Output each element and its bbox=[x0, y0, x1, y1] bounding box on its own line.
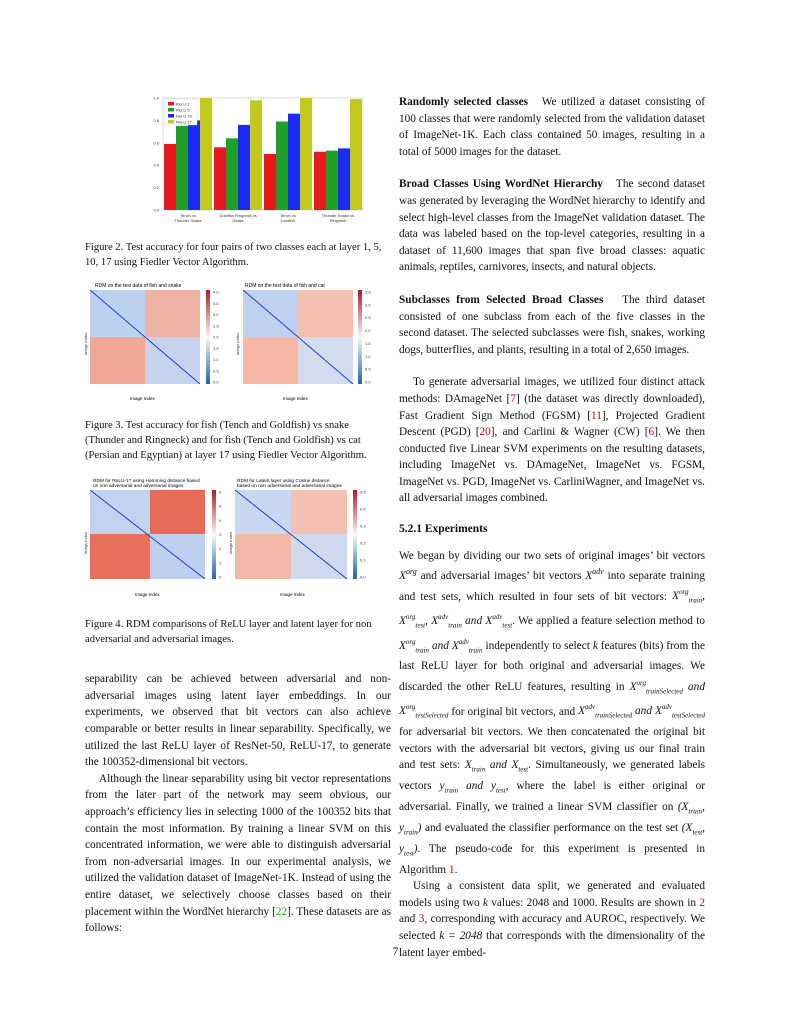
bar bbox=[338, 148, 350, 210]
colorbar-tick-label: 1 bbox=[219, 560, 222, 566]
bar bbox=[276, 122, 288, 210]
table-2-link[interactable]: 2 bbox=[699, 896, 706, 909]
colorbar-tick-label: 6 bbox=[219, 489, 222, 495]
colorbar-tick-label: 0.0 bbox=[360, 574, 366, 580]
fig4-right-colorbar bbox=[353, 490, 357, 579]
left-p2-text-b: ]. These datasets are as follows: bbox=[85, 905, 391, 935]
y-axis-label: Image Index bbox=[83, 532, 88, 555]
bar bbox=[264, 154, 276, 210]
math-test-tuple: ($X_{test}$, $y_{test}$) bbox=[399, 821, 705, 858]
fig3-right-colorbar bbox=[358, 290, 362, 384]
fig4-right-colorbar-ticks bbox=[360, 490, 366, 580]
x-tick-label: Ringneck bbox=[329, 218, 347, 223]
bar bbox=[200, 98, 212, 210]
fig4-right-title: RDM for Latent layer using Cosine distance based on non adversarial and adversarial images bbox=[237, 479, 342, 490]
experiments-paragraph: We began by dividing our two sets of original images’ bit vectors $X^{org}$ and adversarial images’ bit vectors $X^{adv}$ into separate training and test sets, which resulted in four sets of bit vectors: $X^{org}_{train}$, $X^{org}_{test}$, $X^{adv}_{train}$ and $X^{adv}_{test}$. We applied a feature selection method to $X^{org}_{train}$ and $X^{adv}_{train}$ independently to select k features (bits) from the last ReLU layer for both original and adversarial images. We discarded the other ReLU features, resulting in $X^{org}_{trainSelected}$ and $X^{org}_{testSelected}$ for original bit vectors, and $X^{adv}_{trainSelected}$ and $X^{adv}_{testSelected}$ for adversarial bit vectors. We then concatenated the original bit vectors with the adversarial bit vectors, giving us our final train and test sets: $X_{train}$ and $X_{test}$. Simultaneously, we generated labels vectors $y_{train}$ and $y_{test}$, where the label is either original or adversarial. Finally, we trained a linear SVM classifier on ($X_{train}$, $y_{train}$) and evaluated the classifier performance on the test set ($X_{test}$, $y_{test}$). The pseudo-code for this experiment is presented in Algorithm 1. bbox=[399, 549, 706, 876]
math-adv-selected: $X^{adv}_{trainSelected}$ and $X^{adv}_{testSelected}$ bbox=[578, 703, 705, 720]
math-train-pair: $X^{org}_{train}$ and $X^{adv}_{train}$ bbox=[399, 637, 483, 654]
fig3-right-title: RDM on the test data of fish and cat bbox=[245, 283, 325, 289]
y-tick-label: 0.8 bbox=[153, 117, 159, 123]
figure-3-rdm-heatmaps bbox=[85, 282, 391, 404]
adv-text-e: ]. We then conducted five Linear SVM experiments on the resulting datasets, including ImageNet vs. DAmageNet, ImageNet vs. FGSM, ImageNet vs. PGD, ImageNet vs. CarliniWagner, and ImageNet vs. all adversarial images combined. bbox=[399, 426, 705, 505]
colorbar-tick-label: 5 bbox=[219, 503, 222, 509]
figure-4-rdm-heatmaps bbox=[85, 477, 391, 601]
math-train-tuple: ($X_{train}$, $y_{train}$) bbox=[399, 801, 705, 837]
colorbar-tick-label: 4 bbox=[219, 518, 222, 524]
bar bbox=[176, 126, 188, 210]
colorbar-tick-label: 0.0 bbox=[365, 379, 371, 385]
ref-7-link[interactable]: 7 bbox=[510, 392, 516, 405]
results-text-d: , corresponding with accuracy and AUROC, respectively. We selected bbox=[399, 913, 705, 943]
exp-text-9: . Simultaneously, we generated labels vectors bbox=[399, 759, 705, 793]
results-text-c: and bbox=[399, 913, 419, 926]
subclasses-heading: Subclasses from Selected Broad Classes bbox=[399, 293, 604, 306]
colorbar-tick-label: 1.0 bbox=[365, 353, 371, 359]
results-text-b: values: 2048 and 1000. Results are shown in bbox=[487, 896, 700, 909]
exp-text-8: for adversarial bit vectors. We then concatenated the original bit vectors with the adversarial bit vectors, giving us our final train and test sets: bbox=[399, 726, 705, 772]
exp-text-4: . We applied a feature selection method to bbox=[512, 614, 706, 627]
left-paragraph-1: separability can be achieved between adversarial and non-adversarial images using latent layer embeddings. In our experiments, we observed that bit vectors can also achieve comparable or better results in linear separability. Specifically, we utilized the last ReLU layer of ResNet-50, ReLU-17, to generate the 100352-dimensional bit vectors. bbox=[85, 673, 391, 769]
y-tick-label: 0.2 bbox=[153, 185, 159, 191]
exp-text-10: , where the label is either original or adversarial. Finally, we trained a linear SVM classifier on bbox=[399, 780, 706, 814]
exp-text-6: features (bits) from the last ReLU layer for both original and adversarial images. We discarded the other ReLU features, resulting in bbox=[399, 639, 705, 693]
bar bbox=[250, 100, 262, 210]
subclasses-paragraph bbox=[399, 292, 705, 358]
fig3-left-colorbar-ticks bbox=[213, 290, 219, 385]
math-k-2048: k = 2048 bbox=[439, 930, 483, 943]
exp-text-2: and adversarial images’ bit vectors bbox=[416, 570, 586, 583]
adversarial-paragraph bbox=[399, 374, 705, 507]
algorithm-1-link[interactable]: 1 bbox=[448, 863, 455, 876]
colorbar-tick-label: 0.5 bbox=[365, 366, 371, 372]
math-x-adv: $X^{adv}$ bbox=[585, 567, 604, 583]
colorbar-tick-label: 0.5 bbox=[360, 489, 366, 495]
colorbar-tick-label: 3.5 bbox=[365, 289, 371, 295]
y-axis-label: Image Index bbox=[228, 532, 233, 555]
colorbar-tick-label: 1.5 bbox=[365, 340, 371, 346]
legend-entry: ReLU 1 bbox=[176, 101, 190, 107]
x-tick-label: Thunder Snake bbox=[174, 218, 202, 223]
exp-text-11: and evaluated the classifier performance on the test set bbox=[421, 821, 682, 834]
legend-entry: ReLU 10 bbox=[176, 113, 192, 119]
ref-6-link[interactable]: 6 bbox=[648, 426, 655, 439]
random-classes-heading: Randomly selected classes bbox=[399, 96, 529, 108]
ref-11-link[interactable]: 11 bbox=[591, 409, 602, 422]
y-tick-label: 0.0 bbox=[153, 207, 159, 213]
fig4-left-title: RDM for ReLU-17 using Hamming distance based on non adversarial and adversarial images bbox=[93, 479, 200, 490]
broad-classes-body: The second dataset was generated by leveraging the WordNet hierarchy to identify and select high-level classes from the ImageNet validation dataset. The data was labeled based on the top-level categories, resulting in a dataset of 11,600 images that span five broad classes: aquatic animals, reptiles, carnivores, insects, and natural objects. bbox=[399, 178, 705, 274]
left-column bbox=[85, 92, 391, 937]
legend-swatch bbox=[168, 108, 174, 112]
colorbar-tick-label: 3 bbox=[219, 532, 222, 538]
exp-text-5: independently to select bbox=[482, 639, 593, 652]
fig3-left-colorbar bbox=[206, 290, 210, 384]
y-tick-label: 1.0 bbox=[153, 95, 159, 101]
bar bbox=[314, 152, 326, 210]
y-axis-label: Image Index bbox=[235, 332, 240, 356]
exp-text-7: for original bit vectors, and bbox=[448, 705, 579, 718]
adv-text-b: ] (the dataset was directly downloaded), Fast Gradient Sign Method (FGSM) [ bbox=[399, 392, 706, 422]
figure-2 bbox=[85, 92, 391, 270]
colorbar-tick-label: 0.3 bbox=[360, 523, 366, 529]
x-tick-label: Snake bbox=[232, 218, 244, 223]
legend-swatch bbox=[168, 120, 174, 124]
colorbar-tick-label: 0.5 bbox=[213, 368, 219, 374]
legend-swatch bbox=[168, 102, 174, 106]
colorbar-tick-label: 2.0 bbox=[213, 334, 219, 340]
random-classes-paragraph bbox=[399, 94, 705, 160]
bar bbox=[214, 147, 226, 210]
bar bbox=[326, 151, 338, 210]
figure-4-caption: Figure 4. RDM comparisons of ReLU layer and latent layer for non adversarial and adversarial images. bbox=[85, 618, 372, 645]
results-text-a: Using a consistent data split, we generated and evaluated models using two bbox=[399, 880, 705, 909]
colorbar-tick-label: 3.0 bbox=[365, 302, 371, 308]
y-tick-label: 0.6 bbox=[153, 140, 159, 146]
y-tick-label: 0.4 bbox=[153, 162, 159, 168]
legend-entry: ReLU 5 bbox=[176, 107, 190, 113]
fig3-left-title: RDM on the test data of fish and snake bbox=[95, 283, 182, 289]
fig4-left-heatmap bbox=[90, 490, 205, 579]
figure-3 bbox=[85, 282, 391, 463]
bar bbox=[288, 114, 300, 210]
legend bbox=[165, 99, 197, 125]
math-k: k bbox=[592, 639, 598, 652]
bar bbox=[164, 144, 176, 210]
math-four-sets: $X^{org}_{train}$, $X^{org}_{test}$, $X^{adv}_{train}$ and $X^{adv}_{test}$ bbox=[399, 588, 705, 630]
figure-2-bar-chart bbox=[85, 92, 391, 232]
ref-20-link[interactable]: 20 bbox=[479, 426, 491, 439]
y-axis-label: Image Index bbox=[83, 332, 88, 356]
colorbar-tick-label: 2 bbox=[219, 546, 222, 552]
page-number: 7 bbox=[392, 946, 399, 958]
colorbar-tick-label: 0.0 bbox=[213, 379, 219, 385]
x-tick-label: Goldfish bbox=[280, 218, 296, 223]
exp-text-1: We began by dividing our two sets of original images’ bit vectors bbox=[399, 549, 705, 562]
colorbar-tick-label: 2.5 bbox=[213, 323, 219, 329]
bar bbox=[350, 99, 362, 210]
adv-text-a: To generate adversarial images, we utilized four distinct attack methods: DAmageNet [ bbox=[399, 376, 705, 405]
subclasses-body: The third dataset consisted of one subclass from each of the five classes in the second dataset. The selected subclasses were fish, snakes, working dogs, butterflies, and plants, resulting in a total of 2,650 images. bbox=[399, 293, 705, 356]
x-tick-label: Goldfish Ringneck vs bbox=[219, 213, 257, 218]
adv-text-d: ], and Carlini & Wagner (CW) [ bbox=[490, 426, 649, 439]
fig4-left-xlabel: Image Index bbox=[135, 592, 160, 598]
results-text-e: that corresponds with the dimensionality of the latent layer embed- bbox=[399, 930, 705, 959]
legend-swatch bbox=[168, 114, 174, 118]
x-tick-label: Tench vs bbox=[180, 213, 196, 218]
fig3-right-colorbar-ticks bbox=[365, 290, 371, 385]
colorbar-tick-label: 0.1 bbox=[360, 557, 366, 563]
table-3-link[interactable]: 3 bbox=[418, 913, 425, 926]
figure-2-caption: Figure 2. Test accuracy for four pairs of two classes each at layer 1, 5, 10, 17 using Fiedler Vector Algorithm. bbox=[85, 241, 382, 268]
colorbar-tick-label: 0 bbox=[219, 574, 222, 580]
math-final-sets: $X_{train}$ and $X_{test}$ bbox=[464, 759, 529, 774]
exp-text-3: into separate training and test sets, which resulted in four sets of bit vectors: bbox=[399, 570, 705, 603]
x-tick-label: Thunder Snake vs bbox=[321, 213, 355, 218]
exp-text-12: . The pseudo-code for this experiment is presented in Algorithm bbox=[399, 842, 705, 876]
fig3-right-heatmap bbox=[243, 290, 353, 384]
fig3-left-heatmap bbox=[90, 290, 200, 384]
legend-entry: ReLU 17 bbox=[176, 119, 192, 125]
random-classes-body: We utilized a dataset consisting of 100 classes that were randomly selected from the validation dataset of ImageNet-1K. Each class contained 50 images, resulting in a total of 5000 images for the dataset. bbox=[399, 96, 705, 158]
fig3-left-xlabel: Image Index bbox=[130, 396, 155, 401]
right-column bbox=[399, 94, 705, 961]
math-k-2: k bbox=[482, 896, 488, 909]
left-p2-text-a: Although the linear separability using bit vector representations from the later part of the network may seem obvious, our approach’s efficiency lies in selecting 1000 of the 100352 bits that contain the most information. By training a linear SVM on this concentrated information, we were able to distinguish adversarial from non-adversarial images. In our experimental analysis, we utilized the validation dataset of ImageNet-1K. Instead of using the entire dataset, we selectively choose classes based on their placement within the WordNet hierarchy [ bbox=[85, 772, 391, 918]
colorbar-tick-label: 2.0 bbox=[365, 328, 371, 334]
fig3-right-xlabel: Image Index bbox=[283, 396, 308, 401]
fig4-right-heatmap bbox=[235, 490, 347, 579]
math-x-org: $X^{org}$ bbox=[399, 567, 417, 583]
left-paragraph-2 bbox=[85, 771, 391, 937]
colorbar-tick-label: 3.0 bbox=[213, 312, 219, 317]
colorbar-tick-label: 0.2 bbox=[360, 540, 366, 546]
fig4-left-colorbar-ticks bbox=[219, 490, 222, 580]
colorbar-tick-label: 1.5 bbox=[213, 345, 219, 351]
bar bbox=[226, 138, 238, 210]
fig4-right-xlabel: Image Index bbox=[280, 592, 305, 598]
fig4-left-colorbar bbox=[212, 490, 216, 579]
experiments-heading: 5.2.1 Experiments bbox=[399, 523, 488, 536]
colorbar-tick-label: 0.4 bbox=[360, 506, 366, 512]
ref-22-link[interactable]: 22 bbox=[275, 905, 288, 918]
bar bbox=[238, 125, 250, 210]
colorbar-tick-label: 3.5 bbox=[213, 300, 219, 306]
broad-classes-paragraph bbox=[399, 176, 705, 276]
adv-text-c: ], Projected Gradient Descent (PGD) [ bbox=[399, 409, 705, 439]
colorbar-tick-label: 4.0 bbox=[213, 289, 219, 295]
figure-3-caption: Figure 3. Test accuracy for fish (Tench and Goldfish) vs snake (Thunder and Ringneck) and for fish (Tench and Goldfish) vs cat (Persian and Egyptian) at layer 17 using Fiedler Vector Algorithm. bbox=[85, 419, 367, 461]
colorbar-tick-label: 1.0 bbox=[213, 357, 219, 362]
colorbar-tick-label: 2.5 bbox=[365, 315, 371, 321]
broad-classes-heading: Broad Classes Using WordNet Hierarchy bbox=[399, 178, 603, 191]
figure-4 bbox=[85, 477, 391, 647]
x-tick-label: Tench vs bbox=[280, 213, 296, 218]
math-org-selected: $X^{org}_{trainSelected}$ and $X^{org}_{testSelected}$ bbox=[399, 679, 705, 720]
bar bbox=[188, 120, 200, 210]
bar bbox=[300, 98, 312, 210]
math-labels: $y_{train}$ and $y_{test}$ bbox=[439, 780, 506, 795]
